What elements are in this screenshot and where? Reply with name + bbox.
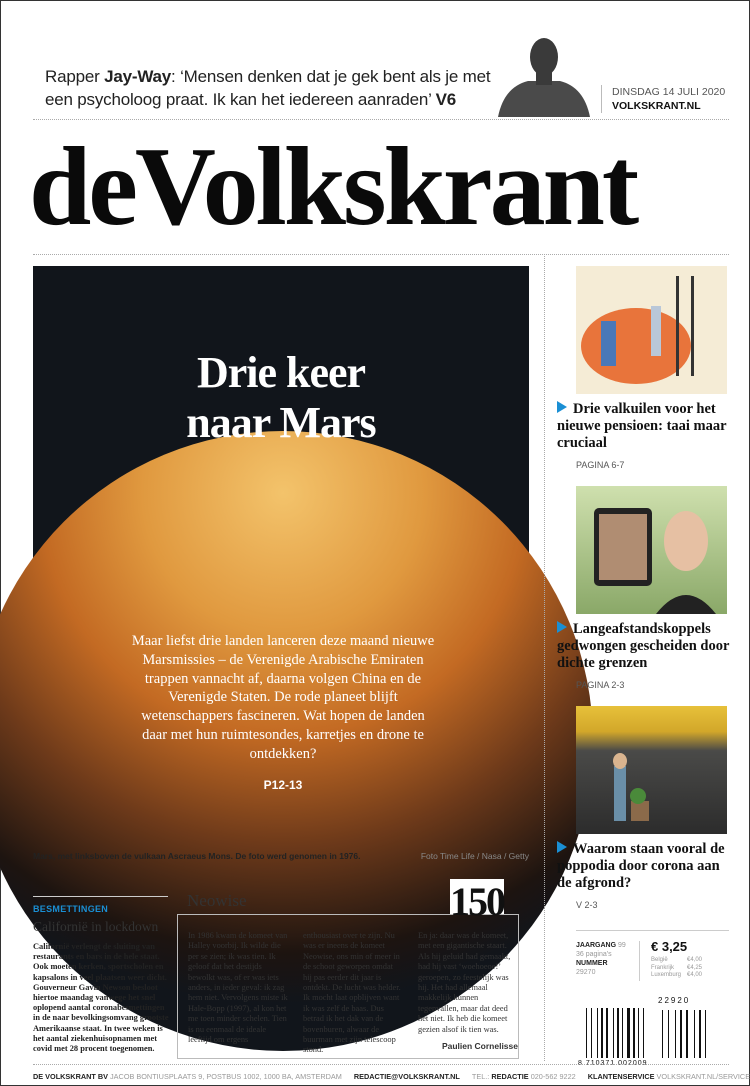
barcode-bar [606, 1008, 608, 1058]
barcode-bar [586, 1008, 587, 1058]
side-headline-2[interactable]: Langeafstandskoppels gedwongen gescheiden door dichte grenzen [557, 621, 730, 671]
footer: DE VOLKSKRANT BV JACOB BONTIUSPLAATS 9, POSTBUS 1002, 1000 BA, AMSTERDAM REDACTIE@VOLKSKRANT.NL TEL.: REDACTIE 020-562 9222 KLANTENSERVICE VOLKSKRANT.NL/SERVICE [33, 1072, 750, 1081]
side-page-3: V 2-3 [576, 900, 598, 910]
left-headline[interactable]: Californië in lockdown [33, 919, 159, 934]
masthead-logo[interactable]: deVolkskrant [29, 125, 637, 249]
column-text-1: In 1986 kwam de komeet van Halley voorbij. Ik wilde die per se zien; ik was tien. Ik geloof dat het destijds bewolkt was, of er was iets anders, in ieder geval: ik zag hem niet. Vervolgens miste ik Hale-Bopp (1997), al kon het me toen minder schelen. Tien is nu eenmaal de ideale leeftijd om ergens [188, 931, 288, 1045]
hero-page-ref: P12-13 [263, 777, 303, 792]
side-headline-3[interactable]: Waarom staan vooral de poppodia door corona aan de afgrond? [557, 841, 725, 891]
issue-date: DINSDAG 14 JULI 2020 VOLKSKRANT.NL [601, 85, 725, 113]
divider [33, 1064, 729, 1065]
divider [33, 896, 168, 897]
top-teaser[interactable]: Rapper Jay-Way: ‘Mensen denken dat je gek bent als je met een psycholoog praat. Ik kan het iedereen aanraden’ V6 [45, 67, 491, 109]
column-text-2: enthousiast over te zijn. Nu was er ineens de komeet Neowise, ons min of meer in de schoot geworpen omdat hij pas eerder dit jaar is ontdekt. De lucht was helder. Ik mocht laat opblijven want ik was zelf de baas. Dus betrad ik het dak van de bovenburen, alwaar de buurman met zijn telescoop stond. [303, 931, 401, 1055]
barcode-top-number: 22920 [658, 996, 691, 1005]
barcode-number: 8 710371 002009 [578, 1060, 648, 1067]
hero-text [128, 632, 438, 792]
column-number: 150 [450, 879, 504, 924]
side-page-2: PAGINA 2-3 [576, 680, 625, 690]
column-title[interactable]: Neowise [187, 891, 247, 910]
side-page-1: PAGINA 6-7 [576, 460, 625, 470]
barcode-bar [617, 1008, 619, 1058]
left-story [33, 904, 169, 1054]
triangle-bullet-icon [557, 841, 567, 853]
column-divider [544, 256, 545, 1061]
barcode-bar [638, 1008, 639, 1058]
service-link[interactable]: VOLKSKRANT.NL/SERVICE [656, 1072, 750, 1081]
website-link[interactable]: VOLKSKRANT.NL [612, 100, 701, 112]
barcode-bar [668, 1010, 669, 1058]
barcode-bar [699, 1010, 701, 1058]
divider [33, 119, 729, 120]
barcode-bar [705, 1010, 706, 1058]
foreign-prices: België €4,00 Frankrijk €4,25 Luxemburg €4,00 [651, 957, 703, 978]
side-headline-1[interactable]: Drie valkuilen voor het nieuwe pensioen: taai maar cruciaal [557, 401, 727, 451]
divider [639, 941, 640, 981]
column-author: Paulien Cornelisse [441, 1041, 518, 1052]
photo-caption: Mars, met linksboven de vulkaan Ascraeus Mons. De foto werd genomen in 1976. Foto Time Life / Nasa / Getty [33, 851, 529, 861]
barcode-bar [591, 1008, 592, 1058]
hero-body: Maar liefst drie landen lanceren deze maand nieuwe Marsmissies – de Verenigde Arabische Emiraten trappen vannacht af, daarna volgen China en de Verenigde Staten. De rode planeet blijft wetenschappers fascineren. Wat hopen de landen daar met hun ruimtesondes, karretjes en drone te ontdekken? [131, 633, 435, 762]
barcode-bar [633, 1008, 635, 1058]
column-text-3-wrap [418, 931, 518, 1051]
barcode-bar [613, 1008, 614, 1058]
triangle-bullet-icon [557, 621, 567, 633]
hero-story[interactable] [33, 266, 529, 849]
left-body: Californië verlengt de sluiting van restaurants en bars in de hele staat. Ook moeten kerken, sportscholen en kapsalons in veel plaatsen weer dicht. Gouverneur Gavin Newson besloot hiertoe maandag vanwege het snel oplopend aantal coronabesmettingen in de naar bevolkingsomvang grootste Amerikaanse staat. In twee weken is het aantal ziekenhuisopnamen met covid met 28 procent toegenomen. [33, 942, 169, 1054]
section-kicker: BESMETTINGEN [33, 904, 109, 914]
price: € 3,25 [651, 939, 688, 954]
barcode-bar [643, 1008, 644, 1058]
barcode [578, 996, 728, 1071]
issue-info: JAARGANG 99 36 pagina's NUMMER 29270 [576, 942, 626, 976]
barcode-bar [675, 1010, 676, 1058]
barcode-bar [686, 1010, 688, 1058]
triangle-bullet-icon [557, 401, 567, 413]
barcode-bar [627, 1008, 630, 1058]
barcode-bar [680, 1010, 682, 1058]
divider [576, 930, 729, 931]
email-link[interactable]: REDACTIE@VOLKSKRANT.NL [353, 1072, 460, 1081]
divider [33, 254, 729, 255]
hero-title: Drie keer naar Mars [186, 348, 376, 447]
venue-photo [576, 706, 727, 834]
barcode-bar [662, 1010, 663, 1058]
barcode-bar [622, 1008, 623, 1058]
side-column [557, 266, 732, 910]
couple-photo [576, 486, 727, 614]
column-text-3: En ja: daar was de komeet, met een gigantische staart. Als hij geluid had gemaakt, had hij vast ‘woehoeoe!’ geroepen, zo feestelijk was hij. Het had allemaal makkelijk kunnen tegenvallen, maar dat deed het niet. Ik heb die komeet gezien alsof ik tien was. [418, 931, 511, 1034]
rapper-portrait [498, 35, 590, 117]
barcode-bar [694, 1010, 695, 1058]
barcode-bar [597, 1008, 598, 1058]
barcode-bar [601, 1008, 603, 1058]
pension-illustration [576, 266, 727, 394]
